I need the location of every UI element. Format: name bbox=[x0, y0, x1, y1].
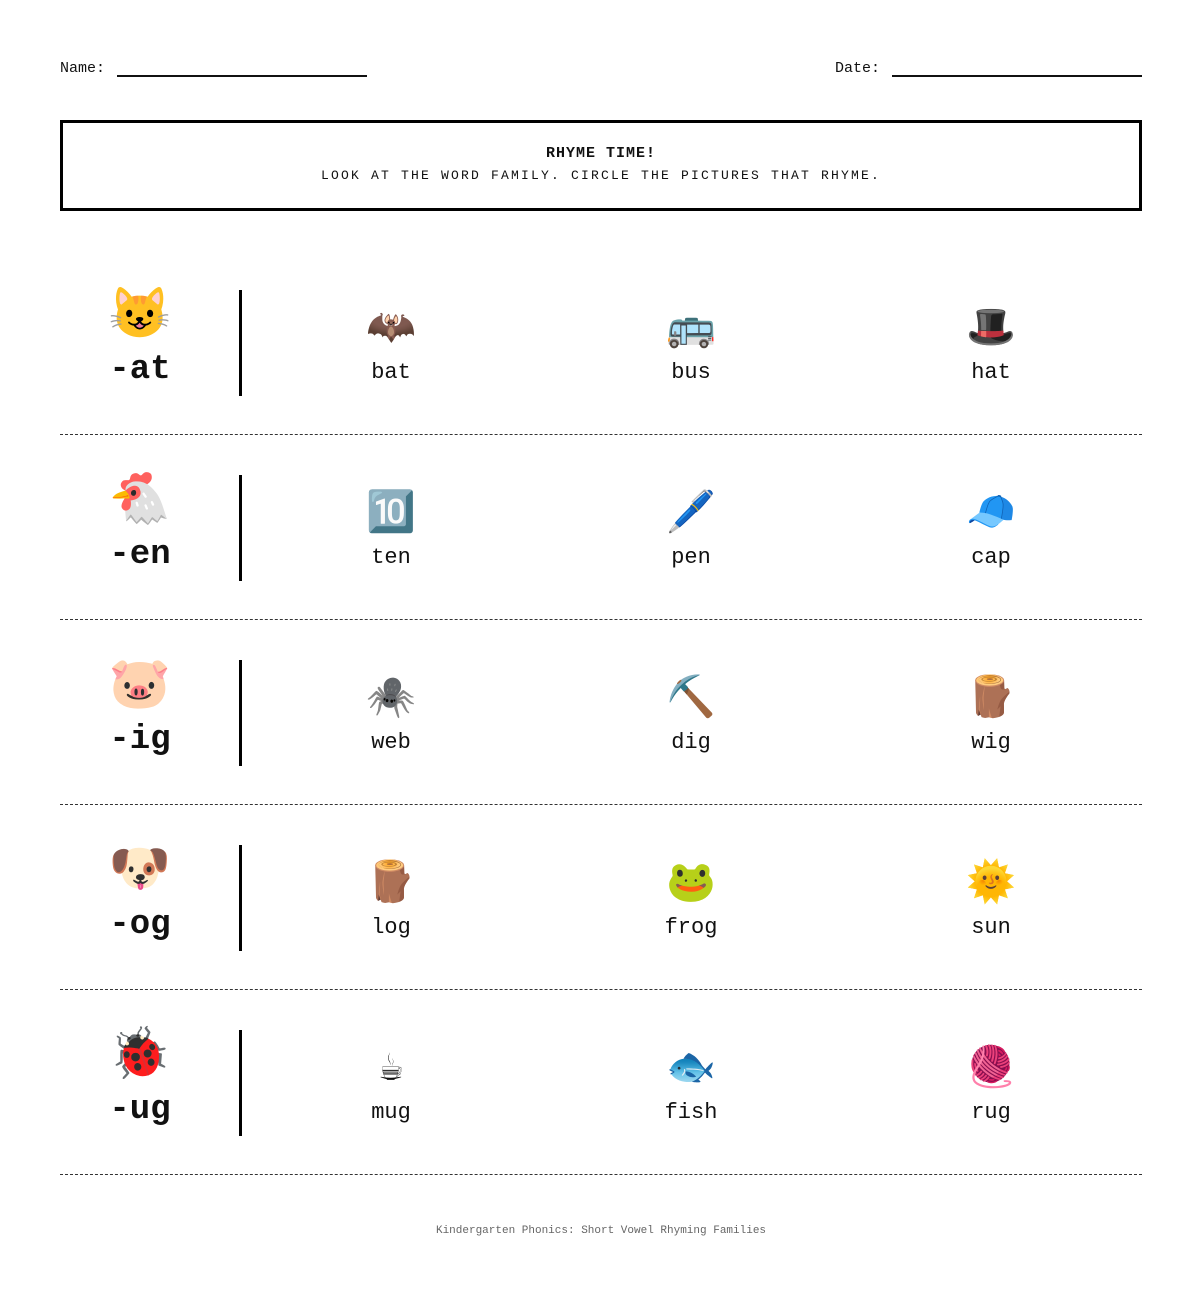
hot-beverage-icon: ☕ bbox=[378, 1048, 404, 1093]
picture-word: hat bbox=[971, 360, 1011, 385]
pen-icon: 🖊️ bbox=[666, 493, 716, 538]
chicken-icon: 🐔 bbox=[108, 474, 172, 531]
picture-choice[interactable] bbox=[841, 493, 1141, 570]
frog-icon: 🐸 bbox=[666, 863, 716, 908]
date-label: Date: bbox=[834, 60, 880, 77]
word-family bbox=[60, 288, 220, 388]
date-line[interactable] bbox=[892, 63, 1142, 77]
family-label: -en bbox=[109, 536, 171, 574]
picture-choice[interactable] bbox=[241, 678, 541, 755]
picture-word: pen bbox=[671, 545, 711, 570]
picture-choice[interactable] bbox=[541, 1048, 841, 1125]
wood-log-icon: 🪵 bbox=[366, 863, 416, 908]
picture-word: cap bbox=[971, 545, 1011, 570]
fish-icon: 🐟 bbox=[666, 1048, 716, 1093]
picture-choice[interactable] bbox=[241, 1048, 541, 1125]
worksheet-title: RHYME TIME! bbox=[545, 145, 657, 162]
bus-icon: 🚌 bbox=[666, 308, 716, 353]
header-fields bbox=[60, 60, 1142, 80]
family-label: -at bbox=[109, 351, 171, 389]
picture-word: frog bbox=[664, 915, 718, 940]
family-label: -og bbox=[109, 906, 171, 944]
picture-word: wig bbox=[971, 730, 1011, 755]
pig-face-icon: 🐷 bbox=[108, 659, 172, 716]
picture-choice[interactable] bbox=[241, 493, 541, 570]
cat-face-icon: 😺 bbox=[108, 289, 172, 346]
family-label: -ig bbox=[109, 721, 171, 759]
word-family bbox=[60, 473, 220, 573]
cap-icon: 🧢 bbox=[966, 493, 1016, 538]
picture-choice[interactable] bbox=[841, 1048, 1141, 1125]
word-family bbox=[60, 1028, 220, 1128]
picture-choice[interactable] bbox=[541, 308, 841, 385]
picture-choice[interactable] bbox=[841, 308, 1141, 385]
picture-word: web bbox=[371, 730, 411, 755]
family-label: -ug bbox=[109, 1091, 171, 1129]
word-family bbox=[60, 658, 220, 758]
picture-word: rug bbox=[971, 1100, 1011, 1125]
sun-face-icon: 🌞 bbox=[966, 863, 1016, 908]
instructions-banner bbox=[60, 120, 1142, 211]
picture-word: mug bbox=[371, 1100, 411, 1125]
date-field[interactable] bbox=[835, 60, 1142, 77]
wood-log-icon: 🪵 bbox=[966, 678, 1016, 723]
picture-word: dig bbox=[671, 730, 711, 755]
picture-word: fish bbox=[664, 1100, 718, 1125]
picture-choice[interactable] bbox=[541, 863, 841, 940]
picture-choice[interactable] bbox=[541, 493, 841, 570]
pick-icon: ⛏️ bbox=[666, 678, 716, 723]
footer-text: Kindergarten Phonics: Short Vowel Rhyming Families bbox=[435, 1225, 767, 1237]
top-hat-icon: 🎩 bbox=[966, 308, 1016, 353]
picture-word: log bbox=[371, 915, 411, 940]
word-family-row bbox=[60, 435, 1142, 620]
word-family-rows bbox=[60, 250, 1142, 1175]
picture-word: ten bbox=[371, 545, 411, 570]
dog-face-icon: 🐶 bbox=[108, 844, 172, 901]
name-field[interactable] bbox=[60, 60, 367, 77]
picture-choice[interactable] bbox=[541, 678, 841, 755]
picture-choice[interactable] bbox=[241, 863, 541, 940]
bat-icon: 🦇 bbox=[366, 308, 416, 353]
name-label: Name: bbox=[60, 60, 106, 77]
picture-word: sun bbox=[971, 915, 1011, 940]
picture-choice[interactable] bbox=[841, 678, 1141, 755]
word-family bbox=[60, 843, 220, 943]
instructions-text: LOOK AT THE WORD FAMILY. CIRCLE THE PICTURES THAT RHYME. bbox=[320, 168, 882, 183]
picture-choice[interactable] bbox=[841, 863, 1141, 940]
word-family-row bbox=[60, 990, 1142, 1175]
spider-icon: 🕷️ bbox=[366, 678, 416, 723]
picture-choice[interactable] bbox=[241, 308, 541, 385]
word-family-row bbox=[60, 620, 1142, 805]
picture-word: bat bbox=[371, 360, 411, 385]
word-family-row bbox=[60, 250, 1142, 435]
word-family-row bbox=[60, 805, 1142, 990]
picture-word: bus bbox=[671, 360, 711, 385]
yarn-icon: 🧶 bbox=[966, 1048, 1016, 1093]
ladybug-icon: 🐞 bbox=[108, 1029, 172, 1086]
keycap-ten-icon: 🔟 bbox=[366, 493, 416, 538]
name-line[interactable] bbox=[117, 63, 367, 77]
